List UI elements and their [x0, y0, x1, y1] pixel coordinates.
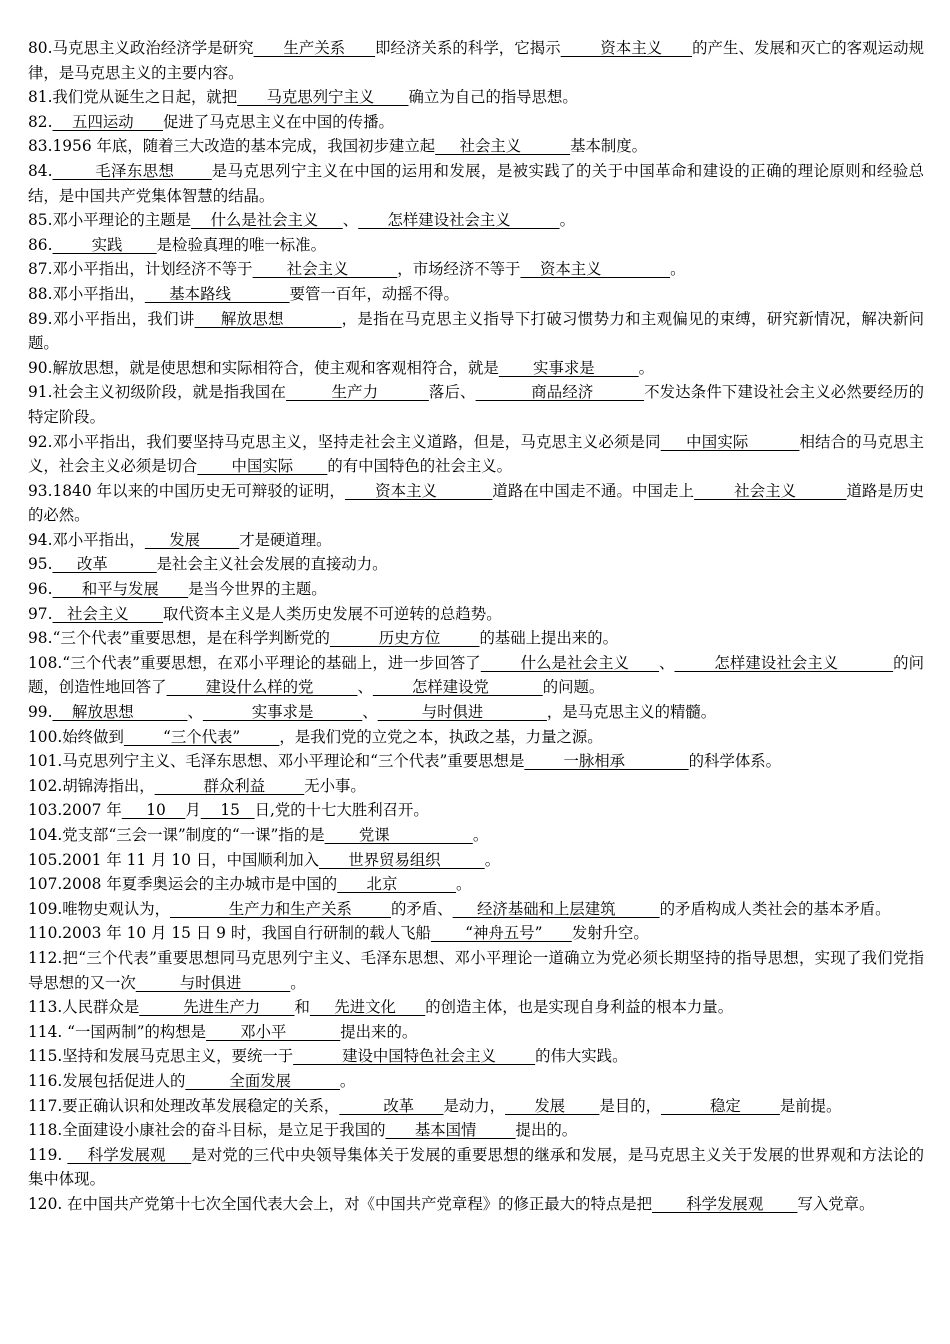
answer-blank: “三个代表” [123, 727, 280, 746]
answer-blank: 五四运动 [52, 112, 163, 131]
question-text: 日,党的十七大胜利召开。 [254, 801, 429, 820]
question-text: 是目的， [599, 1096, 662, 1115]
answer-blank: 基本国情 [385, 1121, 516, 1140]
question-text: 、 [187, 703, 203, 722]
answer-blank: 中国实际 [660, 432, 800, 451]
question-text: 81.我们党从诞生之日起，就把 [28, 88, 238, 107]
question-item [28, 897, 924, 922]
answer-blank: 建设中国特色社会主义 [293, 1047, 536, 1066]
question-item [28, 552, 924, 577]
answer-blank: 实践 [52, 235, 157, 254]
question-item [28, 700, 924, 725]
answer-blank: 生产力和生产关系 [170, 899, 391, 918]
question-text: 、 [659, 653, 675, 672]
question-text: 82. [28, 112, 53, 131]
answer-blank: 资本主义 [344, 481, 493, 500]
question-text: 92.邓小平指出，我们要坚持马克思主义，坚持走社会主义道路，但是，马克思主义必须是同 [28, 432, 661, 451]
answer-blank: 怎样建设社会主义 [358, 211, 560, 230]
question-item [28, 946, 924, 995]
question-text: 落后、 [428, 383, 476, 402]
question-text: 。 [456, 875, 472, 894]
question-item [28, 110, 924, 135]
question-text: 道路是历史的必然。 [28, 481, 924, 525]
question-text: 89.邓小平指出，我们讲 [28, 309, 195, 328]
question-text: 114. “一国两制”的构想是 [28, 1022, 207, 1041]
question-item [28, 1020, 924, 1045]
question-text: 115.坚持和发展马克思主义，要统一于 [28, 1047, 294, 1066]
question-text: 发射升空。 [571, 924, 649, 943]
question-text: 。 [484, 850, 501, 869]
answer-blank: 什么是社会主义 [191, 211, 343, 230]
question-text: 83.1956 年底，随着三大改造的基本完成，我国初步建立起 [28, 137, 436, 156]
question-item [28, 626, 924, 651]
question-text: 相结合的马克思主义，社会主义必须是切合 [28, 432, 924, 476]
answer-blank: 资本主义 [560, 39, 693, 57]
question-text: 道路在中国走不通。中国走上 [492, 481, 695, 500]
question-text: 113.人民群众是 [28, 998, 140, 1017]
question-text: 促进了马克思主义在中国的传播。 [162, 112, 394, 131]
answer-blank: 实事求是 [202, 703, 363, 722]
answer-blank: 资本主义 [520, 260, 671, 279]
question-text: 提出来的。 [340, 1022, 418, 1041]
answer-blank: 和平与发展 [52, 580, 189, 599]
question-item [28, 1069, 924, 1094]
question-text: 、 [357, 678, 373, 697]
question-item [28, 1044, 924, 1069]
answer-blank: 建设什么样的党 [166, 678, 358, 697]
answer-blank: 发展 [505, 1096, 600, 1115]
answer-blank: 什么是社会主义 [480, 653, 659, 672]
question-text: 是对党的三代中央领导集体关于发展的重要思想的继承和发展，是马克思主义关于发展的世界观和方法论的集中体现。 [28, 1145, 924, 1189]
answer-blank: 生产力 [286, 383, 429, 402]
answer-blank: 社会主义 [435, 137, 571, 156]
question-text: 的矛盾、 [391, 899, 453, 918]
answer-blank: 全面发展 [185, 1071, 340, 1090]
answer-blank: 世界贸易组织 [318, 850, 485, 869]
question-text: 119. [28, 1145, 68, 1164]
answer-blank: 邓小平 [206, 1022, 341, 1041]
answer-blank: 社会主义 [252, 260, 398, 279]
question-item [28, 159, 924, 208]
question-text: 的有中国特色的社会主义。 [327, 457, 513, 476]
question-item [28, 774, 924, 799]
answer-blank: 与时俱进 [135, 973, 291, 992]
question-text: 是当今世界的主题。 [188, 580, 327, 599]
question-item [28, 134, 924, 159]
question-item [28, 430, 924, 479]
question-text: 93.1840 年以来的中国历史无可辩驳的证明， [28, 481, 345, 500]
question-text: 85.邓小平理论的主题是 [28, 211, 191, 230]
question-item [28, 651, 924, 700]
question-item [28, 233, 924, 258]
question-item [28, 749, 924, 774]
question-text: 、 [362, 703, 378, 722]
question-text: ，市场经济不等于 [397, 260, 521, 279]
question-text: 的问题，创造性地回答了 [28, 653, 924, 697]
question-item [28, 356, 924, 381]
question-item [28, 36, 924, 85]
question-text: 108.“三个代表”重要思想，在邓小平理论的基础上，进一步回答了 [28, 653, 481, 672]
question-text: 取代资本主义是人类历史发展不可逆转的总趋势。 [162, 604, 502, 623]
question-text: 写入党章。 [797, 1194, 875, 1213]
question-text: 88.邓小平指出， [28, 284, 145, 303]
question-text: 和 [294, 998, 310, 1017]
question-item [28, 208, 924, 233]
question-item [28, 995, 924, 1020]
answer-blank: 解放思想 [52, 703, 188, 722]
question-text: 86. [28, 235, 53, 254]
question-text: 102.胡锦涛指出， [28, 776, 155, 795]
question-item [28, 257, 924, 282]
answer-blank: 先进文化 [309, 998, 426, 1017]
answer-blank: 生产关系 [253, 39, 376, 57]
question-text: 的问题。 [542, 678, 605, 697]
question-text: ，是马克思主义的精髓。 [546, 703, 717, 722]
question-item [28, 798, 924, 823]
question-text: 。 [638, 358, 655, 377]
question-text: 107.2008 年夏季奥运会的主办城市是中国的 [28, 875, 338, 894]
question-item [28, 602, 924, 627]
question-text: ，是我们党的立党之本，执政之基，力量之源。 [279, 727, 603, 746]
answer-blank: 党课 [324, 826, 473, 844]
question-text: 。 [472, 826, 489, 844]
question-text: 。 [559, 211, 575, 230]
question-item [28, 1094, 924, 1119]
answer-blank: 科学发展观 [652, 1194, 798, 1213]
question-text: 确立为自己的指导思想。 [408, 88, 578, 107]
answer-blank: 历史方位 [329, 629, 480, 648]
question-text: 101.马克思列宁主义、毛泽东思想、邓小平理论和“三个代表”重要思想是 [28, 752, 525, 771]
question-text: 不发达条件下建设社会主义必然要经历的特定阶段。 [28, 383, 924, 426]
answer-blank: 社会主义 [52, 604, 163, 623]
question-item [28, 848, 924, 873]
question-text: 87.邓小平指出，计划经济不等于 [28, 260, 253, 279]
question-text: 97. [28, 604, 53, 623]
question-item [28, 85, 924, 110]
question-text: 基本制度。 [570, 137, 648, 156]
question-text: 。 [290, 973, 306, 992]
question-item [28, 1143, 924, 1192]
question-text: 提出的。 [515, 1121, 578, 1140]
answer-blank: 怎样建设社会主义 [674, 653, 894, 672]
question-text: 91.社会主义初级阶段，就是指我国在 [28, 383, 287, 402]
question-text: 的伟大实践。 [535, 1047, 628, 1066]
answer-blank: 15 [200, 801, 255, 820]
question-text: 的创造主体，也是实现自身利益的根本力量。 [425, 998, 734, 1017]
question-text: 的基础上提出来的。 [479, 629, 619, 648]
question-text: 99. [28, 703, 53, 722]
answer-blank: 商品经济 [475, 383, 645, 402]
answer-blank: 北京 [337, 875, 457, 894]
question-text: 112.把“三个代表”重要思想同马克思列宁主义、毛泽东思想、邓小平理论一道确立为党必须长期坚持的指导思想，实现了我们党指导思想的又一次 [28, 948, 924, 992]
question-text: 94.邓小平指出， [28, 530, 145, 549]
answer-blank: 稳定 [661, 1096, 780, 1115]
question-text: 是检验真理的唯一标准。 [156, 235, 326, 254]
question-item [28, 872, 924, 897]
answer-blank: 发展 [144, 530, 240, 549]
answer-blank: 10 [121, 801, 186, 820]
question-text: 100.始终做到 [28, 727, 124, 746]
question-item [28, 307, 924, 356]
question-text: 109.唯物史观认为， [28, 899, 171, 918]
question-text: 104.党支部“三会一课”制度的“一课”指的是 [28, 826, 325, 844]
question-text: 是社会主义社会发展的直接动力。 [156, 555, 388, 574]
question-item [28, 479, 924, 528]
question-text: ，是指在马克思主义指导下打破习惯势力和主观偏见的束缚，研究新情况，解决新问题。 [28, 309, 924, 353]
question-text: 的科学体系。 [688, 752, 782, 771]
question-item [28, 282, 924, 307]
question-item [28, 1192, 924, 1217]
question-text: 要管一百年，动摇不得。 [289, 284, 459, 303]
answer-blank: 改革 [339, 1096, 444, 1115]
answer-blank: 先进生产力 [139, 998, 295, 1017]
question-text: 的产生、发展和灭亡的客观运动规律，是马克思主义的主要内容。 [28, 39, 924, 82]
answer-blank: “神舟五号” [430, 924, 572, 943]
answer-blank: 实事求是 [498, 358, 639, 377]
question-item [28, 577, 924, 602]
question-item [28, 823, 924, 848]
question-text: 110.2003 年 10 月 15 日 9 时，我国自行研制的载人飞船 [28, 924, 431, 943]
answer-blank: 基本路线 [144, 284, 290, 303]
question-text: 的矛盾构成人类社会的基本矛盾。 [659, 899, 891, 918]
question-text: 是前提。 [779, 1096, 842, 1115]
question-text: 是马克思列宁主义在中国的运用和发展，是被实践了的关于中国革命和建设的正确的理论原则和经验总结，是中国共产党集体智慧的结晶。 [28, 161, 924, 205]
question-text: 月 [185, 801, 201, 820]
question-text: 116.发展包括促进人的 [28, 1071, 186, 1090]
question-text: 无小事。 [304, 776, 366, 795]
answer-blank: 毛泽东思想 [52, 161, 212, 180]
question-item [28, 725, 924, 750]
document-body [28, 36, 924, 1217]
question-text: 120. 在中国共产党第十七次全国代表大会上，对《中国共产党章程》的修正最大的特点是把 [28, 1194, 653, 1213]
question-item [28, 921, 924, 946]
question-text: 才是硬道理。 [239, 530, 332, 549]
question-text: 即经济关系的科学，它揭示 [375, 39, 561, 57]
answer-blank: 马克思列宁主义 [237, 88, 409, 107]
question-text: 是动力， [443, 1096, 506, 1115]
question-text: 。 [670, 260, 686, 279]
answer-blank: 与时俱进 [377, 703, 547, 722]
question-text: 90.解放思想，就是使思想和实际相符合，使主观和客观相符合，就是 [28, 358, 499, 377]
answer-blank: 科学发展观 [67, 1145, 192, 1164]
question-item [28, 1118, 924, 1143]
question-text: 105.2001 年 11 月 10 日，中国顺利加入 [28, 850, 319, 869]
question-text: 117.要正确认识和处理改革发展稳定的关系， [28, 1096, 340, 1115]
question-item [28, 380, 924, 429]
answer-blank: 社会主义 [694, 481, 847, 500]
answer-blank: 改革 [52, 555, 157, 574]
answer-blank: 群众利益 [154, 776, 305, 795]
answer-blank: 经济基础和上层建筑 [452, 899, 660, 918]
question-text: 103.2007 年 [28, 801, 122, 820]
question-text: 118.全面建设小康社会的奋斗目标，是立足于我国的 [28, 1121, 386, 1140]
answer-blank: 解放思想 [194, 309, 342, 328]
question-text: 80.马克思主义政治经济学是研究 [28, 39, 254, 57]
answer-blank: 中国实际 [197, 457, 328, 476]
answer-blank: 一脉相承 [524, 752, 689, 771]
question-text: 96. [28, 580, 53, 599]
question-text: 。 [339, 1071, 356, 1090]
question-text: 、 [342, 211, 359, 230]
question-item [28, 528, 924, 553]
answer-blank: 怎样建设党 [372, 678, 543, 697]
question-text: 98.“三个代表”重要思想，是在科学判断党的 [28, 629, 330, 648]
question-text: 84. [28, 161, 53, 180]
question-text: 95. [28, 555, 53, 574]
